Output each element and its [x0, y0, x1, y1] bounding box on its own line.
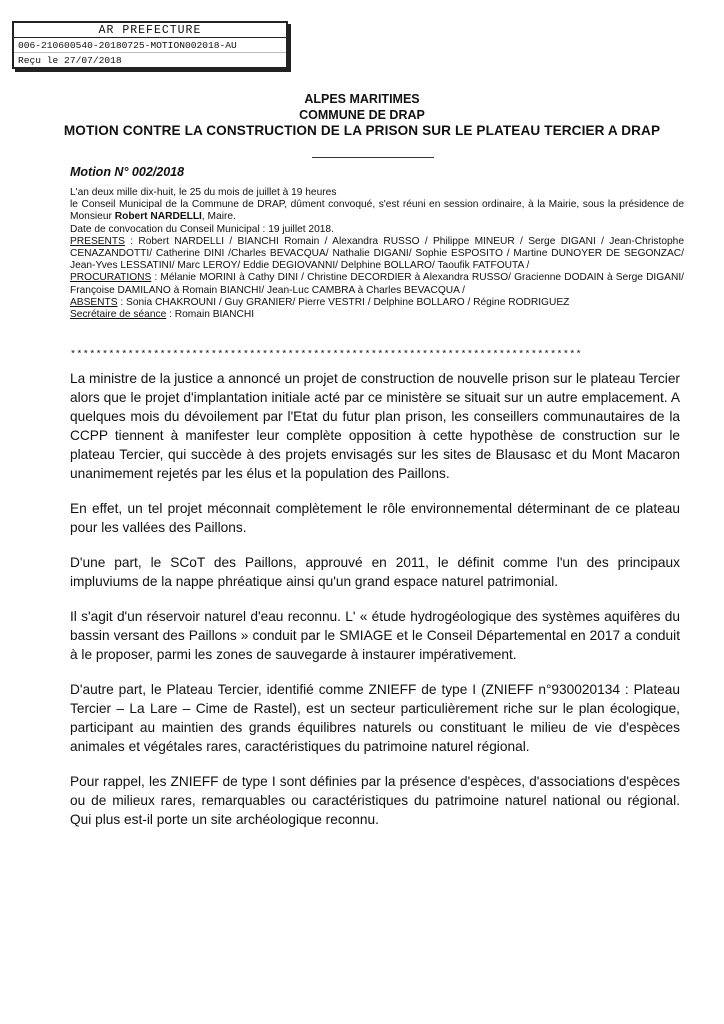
- separator-line: ********************************************************************************: [70, 350, 583, 361]
- motion-body: [70, 369, 680, 845]
- stamp-received-date: Reçu le 27/07/2018: [14, 52, 286, 67]
- secretary-line: Secrétaire de séance : Romain BIANCHI: [70, 309, 255, 321]
- presents-list: PRESENTS : Robert NARDELLI / BIANCHI Romain / Alexandra RUSSO / Philippe MINEUR / Serge DIGANI / Jean-Christophe CENAZANDOTTI/ Catherine DINI /Charles BEVACQUA/ Nathalie DIGANI/ Sophie ESPOSITO / Martine DUNOYER DE SEGONZAC/ Jean-Yves LESSATINI/ Marc LEROY/ Eddie DEGIOVANNI/ Delphine BOLLARO/ Taoufik FATFOUTA /: [70, 235, 684, 272]
- document-title: MOTION CONTRE LA CONSTRUCTION DE LA PRISON SUR LE PLATEAU TERCIER A DRAP: [63, 123, 661, 138]
- body-paragraph: En effet, un tel projet méconnait complètement le rôle environnemental déterminant de ce plateau pour les vallées des Paillons.: [70, 501, 680, 535]
- procurations-list: PROCURATIONS : Mélanie MORINI à Cathy DINI / Christine DECORDIER à Alexandra RUSSO/ Gracienne DODAIN à Serge DIGANI/ Françoise DAMILANO à Romain BIANCHI/ Jean-Luc CAMBRA à Charles BEVACQUA /: [70, 272, 684, 296]
- body-paragraph: Il s'agit d'un réservoir naturel d'eau reconnu. L' « étude hydrogéologique des systèmes aquifères du bassin versant des Paillons » conduit par le SMIAGE et le Conseil Départemental en 2017 a conduit à le proposer, parmi les zones de sauvegarde à instaurer impérativement.: [70, 609, 680, 662]
- body-paragraph: D'autre part, le Plateau Tercier, identifié comme ZNIEFF de type I (ZNIEFF n°930020134 : Plateau Tercier – La Lare – Cime de Rastel), est un secteur particulièrement riche sur le plan écologique, participant au maintien des grands équilibres naturels ou constituant le milieu de vie d'espèces animales et végétales rares, caractéristiques du patrimoine naturel régional.: [70, 682, 680, 754]
- department-name: ALPES MARITIMES: [304, 92, 420, 106]
- session-date: L'an deux mille dix-huit, le 25 du mois de juillet à 19 heures: [70, 187, 337, 198]
- document-header: [22, 91, 702, 139]
- body-paragraph: Pour rappel, les ZNIEFF de type I sont définies par la présence d'espèces, d'associations d'espèces ou de milieux rares, remarquables ou caractéristiques du patrimoine naturel national ou régional. Qui plus est-il porte un site archéologique reconnu.: [70, 774, 680, 827]
- body-paragraph: La ministre de la justice a annoncé un projet de construction de nouvelle prison sur le plateau Tercier alors que le projet d'implantation initiale acté par ce ministère se situait sur un autre emplacement. A quelques mois du dévoilement par l'Etat du futur plan prison, les conseillers communautaires de la CCPP tiennent à manifester leur complète opposition à cette hypothèse de construction sur le plateau Tercier, qui succède à des projets envisagés sur les sites de Blausasc et du Mont Macaron unanimement rejetés par les élus et la population des Paillons.: [70, 371, 680, 481]
- body-paragraph: D'une part, le SCoT des Paillons, approuvé en 2011, le définit comme l'un des principaux impluviums de la nappe phréatique ainsi qu'un grand espace naturel patrimonial.: [70, 555, 680, 589]
- convocation-date: Date de convocation du Conseil Municipal : 19 juillet 2018.: [70, 223, 334, 235]
- president-name: Robert NARDELLI: [114, 211, 202, 223]
- prefecture-stamp: [12, 21, 288, 69]
- stamp-reference: 006-210600540-20180725-MOTION002018-AU: [18, 40, 237, 51]
- absents-list: ABSENTS : Sonia CHAKROUNI / Guy GRANIER/ Pierre VESTRI / Delphine BOLLARO / Régine RODRIGUEZ: [70, 296, 570, 308]
- session-convocation: le Conseil Municipal de la Commune de DRAP, dûment convoqué, s'est réuni en session ordinaire, à la Mairie, sous la présidence de Monsieur Robert NARDELLI, Maire.: [70, 199, 684, 223]
- motion-number: Motion N° 002/2018: [70, 165, 185, 179]
- title-divider: [312, 157, 434, 158]
- stamp-header: AR PREFECTURE: [14, 23, 286, 38]
- session-details: [70, 187, 684, 321]
- commune-name: COMMUNE DE DRAP: [299, 108, 425, 122]
